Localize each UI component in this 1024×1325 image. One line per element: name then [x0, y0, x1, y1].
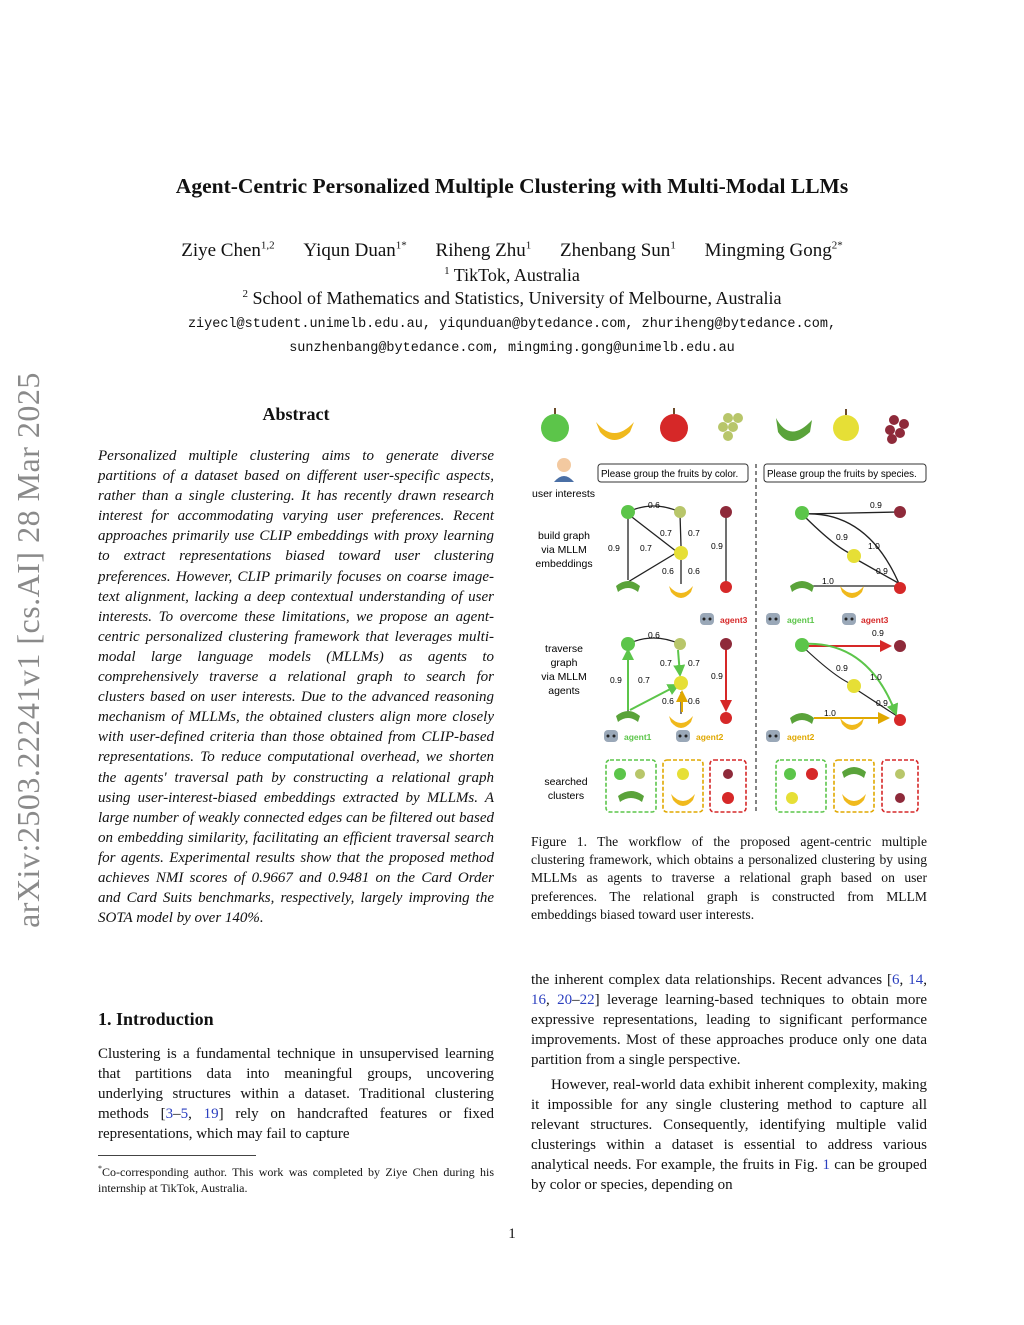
section-heading: 1. Introduction — [98, 1009, 214, 1029]
grapes-green-icon — [718, 413, 743, 441]
svg-text:0.6: 0.6 — [662, 696, 674, 706]
author: Riheng Zhu$^1$ — [435, 240, 532, 262]
agent2-icon — [766, 730, 780, 742]
cluster-apples — [776, 760, 826, 812]
abstract-heading: Abstract — [262, 404, 330, 424]
citation-link[interactable]: 19 — [203, 1106, 219, 1122]
cluster-red — [710, 760, 746, 812]
row-label-traverse: traverse — [545, 643, 583, 655]
apple-yellow-icon — [833, 409, 859, 441]
author-list — [0, 240, 1024, 262]
svg-text:0.9: 0.9 — [711, 541, 723, 551]
citation-link[interactable]: 6 — [892, 972, 900, 988]
author: Zhenbang Sun$^1$ — [560, 240, 676, 262]
svg-text:1.0: 1.0 — [868, 541, 880, 551]
footnote-rule — [98, 1155, 256, 1156]
intro-paragraph: the inherent complex data relationships. Recent advances [6, 14, 16, 20–22] leverage learning-based techniques to obtain more expressive representations, leading to significant performance improvements. Most of these approaches produce only one data partition from a single perspective. — [531, 972, 928, 1068]
agent1-icon — [604, 730, 618, 742]
svg-text:0.7: 0.7 — [688, 528, 700, 538]
paper-title: Agent-Centric Personalized Multiple Clustering with Multi-Modal LLMs — [175, 174, 849, 198]
cluster-green — [606, 760, 656, 812]
svg-text:0.9: 0.9 — [608, 543, 620, 553]
citation-link[interactable]: 20 — [557, 992, 573, 1008]
svg-text:0.7: 0.7 — [660, 528, 672, 538]
agent3-label: agent3 — [720, 615, 748, 625]
svg-text:0.7: 0.7 — [640, 543, 652, 553]
agent2-icon — [676, 730, 690, 742]
footnote: *Co-corresponding author. This work was completed by Ziye Chen during his internship at TikTok, Australia. — [98, 1164, 494, 1195]
svg-text:1.0: 1.0 — [822, 576, 834, 586]
svg-text:1.0: 1.0 — [870, 672, 882, 682]
agent3-icon — [842, 613, 856, 625]
agent3-icon — [700, 613, 714, 625]
figure-link[interactable]: 1 — [822, 1157, 830, 1173]
row-label-build: build graph — [538, 530, 590, 542]
svg-text:0.7: 0.7 — [638, 675, 650, 685]
cluster-grapes — [882, 760, 918, 812]
author-emails[interactable]: ziyecl@student.unimelb.edu.au, yiqunduan@bytedance.com, zhuriheng@bytedance.com, — [187, 317, 837, 332]
prompt-color: Please group the fruits by color. — [601, 469, 739, 480]
agent2-label: agent2 — [696, 732, 724, 742]
svg-text:agents: agents — [548, 685, 580, 697]
author: Ziye Chen$^{1,2}$ — [181, 240, 275, 262]
svg-text:0.9: 0.9 — [876, 698, 888, 708]
abstract-text: Personalized multiple clustering aims to generate diverse partitions of a dataset based on different user-specific aspects, rather than a single clustering. It has recently drawn research interest for accommodating varying user preferences. Recent approaches primarily use CLIP embeddings with proxy learning to extract representations biased toward user clustering preferences. However, CLIP primarily focuses on coarse image-text alignment, lacking a deep contextual understanding of user interests. To overcome these limitations, we propose an agent-centric personalized clustering framework that leverages multi-modal large language models (MLLMs) as agents to comprehensively traverse a relational graph to search for clusters based on user interests. Due to the advanced reasoning mechanism of MLLMs, the obtained clusters align more closely with user-defined criteria than those obtained from CLIP-based representations. To reduce computational overhead, we shorten the agents' traversal path by constructing a relational graph using user-interest-biased embeddings extracted by MLLMs. A large number of weakly connected edges can be filtered out based on embedding similarity, facilitating an efficient traversal search for agents. Experimental results show that the proposed method achieves NMI scores of 0.9667 and 0.9481 on the Card Order and Card Suits benchmarks, respectively, largely improving the SOTA model by over 140%. — [98, 448, 494, 927]
svg-text:0.9: 0.9 — [711, 671, 723, 681]
user-avatar-icon — [554, 458, 574, 482]
affiliation: $^1$ TikTok, Australia — [444, 265, 580, 285]
row-label-searched: searched — [544, 776, 588, 788]
svg-text:0.9: 0.9 — [610, 675, 622, 685]
agent3-label: agent3 — [861, 615, 889, 625]
grapes-red-icon — [885, 415, 909, 444]
svg-text:0.9: 0.9 — [836, 532, 848, 542]
figure-1-diagram — [528, 400, 930, 820]
banana-bunch-icon — [596, 422, 634, 440]
citation-link[interactable]: 22 — [579, 992, 595, 1008]
svg-text:0.6: 0.6 — [648, 630, 660, 640]
citation-link[interactable]: 16 — [531, 992, 546, 1008]
svg-text:graph: graph — [550, 657, 578, 669]
apple-green-icon — [541, 408, 569, 442]
author: Mingming Gong$^{2*}$ — [704, 240, 843, 262]
figure-caption: Figure 1. The workflow of the proposed agent-centric multiple clustering framework, which obtains a personalized clustering by using MLLMs as agents to traverse a relational graph based on user preferences. The relational graph is constructed from MLLM embeddings biased toward user interests. — [531, 834, 927, 922]
agent2-label: agent2 — [787, 732, 815, 742]
svg-text:clusters: clusters — [547, 790, 585, 802]
svg-text:embeddings: embeddings — [535, 558, 593, 570]
svg-text:via MLLM: via MLLM — [541, 544, 587, 556]
svg-text:0.9: 0.9 — [836, 663, 848, 673]
arxiv-identifier: arXiv:2503.22241v1 [cs.AI] 28 Mar 2025 — [10, 372, 46, 928]
author-emails[interactable]: sunzhenbang@bytedance.com, mingming.gong@unimelb.edu.au — [289, 341, 735, 356]
apple-red-icon — [660, 408, 688, 442]
intro-paragraph: Clustering is a fundamental technique in unsupervised learning that partitions data into meaningful groups, uncovering underlying structures within a dataset. Traditional clustering methods [3–5, 19] rely on handcrafted features or fixed representations, which may fail to capture — [98, 1046, 495, 1142]
citation-link[interactable]: 3 — [165, 1106, 174, 1122]
prompt-species: Please group the fruits by species. — [767, 469, 917, 480]
cluster-yellow — [663, 760, 703, 812]
svg-text:0.9: 0.9 — [872, 628, 884, 638]
citation-link[interactable]: 14 — [908, 972, 924, 988]
svg-text:0.9: 0.9 — [876, 566, 888, 576]
citation-link[interactable]: 5 — [180, 1106, 189, 1122]
svg-text:1.0: 1.0 — [824, 708, 836, 718]
svg-text:0.6: 0.6 — [688, 566, 700, 576]
svg-text:0.6: 0.6 — [662, 566, 674, 576]
author: Yiqun Duan$^{1*}$ — [303, 240, 407, 262]
banana-green-icon — [776, 418, 812, 441]
affiliation: $^2$ School of Mathematics and Statistics, University of Melbourne, Australia — [242, 288, 782, 308]
svg-text:0.6: 0.6 — [688, 696, 700, 706]
svg-text:0.9: 0.9 — [870, 500, 882, 510]
svg-text:0.6: 0.6 — [648, 500, 660, 510]
svg-text:via MLLM: via MLLM — [541, 671, 587, 683]
intro-paragraph: However, real-world data exhibit inherent complexity, making it impossible for any single clustering method to capture all relevant structures. Consequently, identifying multiple valid clusterings within a dataset is essential to address various analytical needs. For example, the fruits in Fig. 1 can be grouped by color or species, depending on — [531, 1077, 927, 1193]
svg-text:0.7: 0.7 — [688, 658, 700, 668]
cluster-bananas — [834, 760, 874, 812]
agent1-label: agent1 — [624, 732, 652, 742]
agent1-icon — [766, 613, 780, 625]
row-label-user-interests: user interests — [532, 488, 596, 500]
svg-text:0.7: 0.7 — [660, 658, 672, 668]
agent1-label: agent1 — [787, 615, 815, 625]
page-number: 1 — [508, 1226, 516, 1242]
